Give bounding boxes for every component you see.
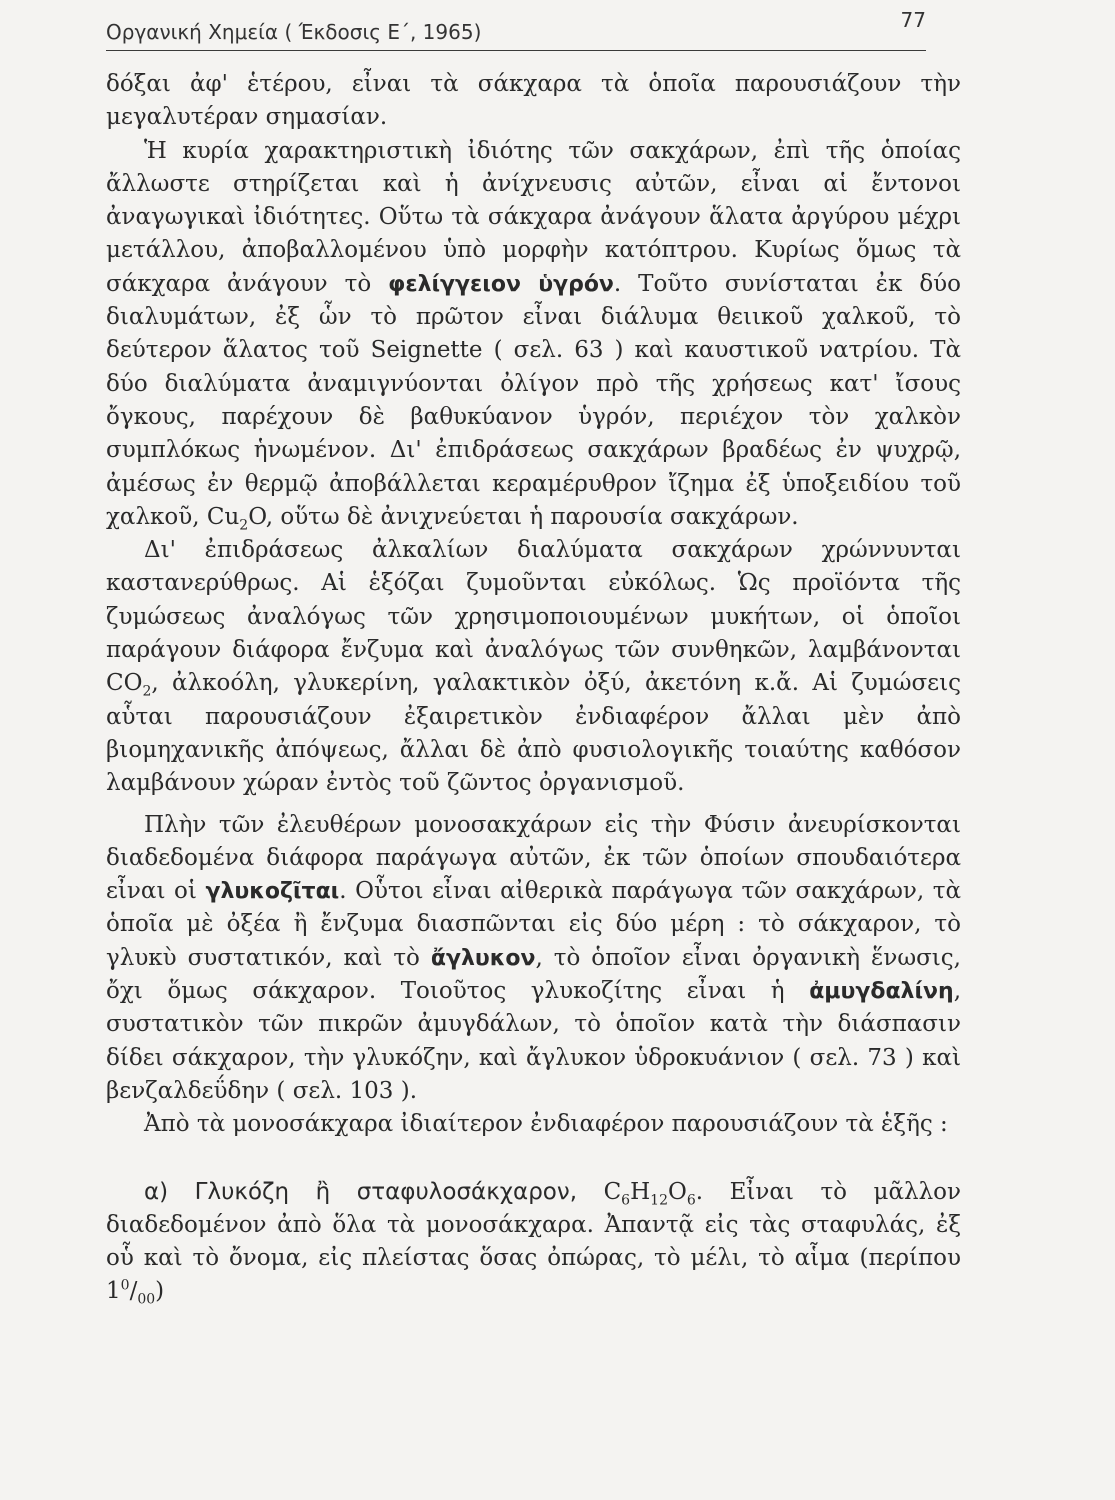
formula-c6h12o6: $C_6H_{12}O_6$ [603,1178,696,1209]
formula-co2: $CO_2$ [106,670,152,700]
glucose-heading: α) Γλυκόζη ἢ σταφυλοσάκχαρον, [144,1178,578,1205]
paragraph-glycosides: Πλὴν τῶν ἐλευθέρων μονοσακχάρων εἰς τὴν Φύσιν ἀνευρίσκονται διαδεδομένα διάφορα παράγωγα αὐτῶν, ἐκ τῶν ὁποίων σπουδαιότερα εἶναι οἱ γλυκοζῖται. Οὗτοι εἶναι αἰθερικὰ παράγωγα τῶν σακχάρων, τὰ ὁποῖα μὲ ὀξέα ἢ ἔνζυμα διασπῶνται εἰς δύο μέρη : τὸ σάκχαρον, τὸ γλυκὺ συστατικόν, καὶ τὸ ἄγλυκον, τὸ ὁποῖον εἶναι ὀργανικὴ ἕνωσις, ὄχι ὅμως σάκχαρον. Τοιοῦτος γλυκοζίτης εἶναι ἡ ἀμυγδαλίνη, συστατικὸν τῶν πικρῶν ἀμυγδάλων, τὸ ὁποῖον κατὰ τὴν διάσπασιν δίδει σάκχαρον, τὴν γλυκόζην, καὶ ἄγλυκον ὑδροκυάνιον ( σελ. 73 ) καὶ βενζαλδεΰδην ( σελ. 103 ). [106,811,962,1104]
paragraph-fermentation: Δι' ἐπιδράσεως ἀλκαλίων διαλύματα σακχάρων χρώννυνται καστανερύθρως. Αἱ ἑξόζαι ζυμοῦνται εὐκόλως. Ὡς προϊόντα τῆς ζυμώσεως ἀναλόγως τῶν χρησιμοποιουμένων μυκήτων, οἱ ὁποῖοι παράγουν διάφορα ἔνζυμα καὶ ἀναλόγως τῶν συνθηκῶν, λαμβάνονται $CO_2$, ἀλκοόλη, γλυκερίνη, γαλακτικὸν ὀξύ, ἀκετόνη κ.ἄ. Αἱ ζυμώσεις αὗται παρουσιάζουν ἐξαιρετικὸν ἐνδιαφέρον ἄλλαι μὲν ἀπὸ βιομηχανικῆς ἀπόψεως, ἄλλαι δὲ ἀπὸ φυσιολογικῆς τοιαύτης καθόσον λαμβάνουν χώραν ἐντὸς τοῦ ζῶντος ὀργανισμοῦ. [106,537,961,797]
permille-value: $1^0/_{00}$ [106,1277,156,1308]
paragraph-monosaccharides-intro: Ἀπὸ τὰ μονοσάκχαρα ἰδιαίτερον ἐνδιαφέρον παρουσιάζουν τὰ ἑξῆς : [144,1111,948,1138]
formula-cu2o: $Cu_2O$ [206,503,266,534]
page-number: 77 [900,8,926,32]
running-header [106,6,926,51]
paragraph-continued: δόξαι ἀφ' ἑτέρου, εἶναι τὰ σάκχαρα τὰ ὁποῖα παρουσιάζουν τὴν μεγαλυτέραν σημασίαν. [106,71,961,131]
paragraph-reducing-properties: Ἡ κυρία χαρακτηριστικὴ ἰδιότης τῶν σακχάρων, ἐπὶ τῆς ὁποίας ἄλλωστε στηρίζεται καὶ ἡ ἀνίχνευσις αὐτῶν, εἶναι αἱ ἔντονοι ἀναγωγικαὶ ἰδιότητες. Οὕτω τὰ σάκχαρα ἀνάγουν ἅλατα ἀργύρου μέχρι μετάλλου, ἀποβαλλομένου ὑπὸ μορφὴν κατόπτρου. Κυρίως ὅμως τὰ σάκχαρα ἀνάγουν τὸ φελίγγειον ὑγρόν. Τοῦτο συνίσταται ἐκ δύο διαλυμάτων, ἐξ ὧν τὸ πρῶτον εἶναι διάλυμα θειικοῦ χαλκοῦ, τὸ δεύτερον ἅλατος τοῦ Seignette ( σελ. 63 ) καὶ καυστικοῦ νατρίου. Τὰ δύο διαλύματα ἀναμιγνύονται ὀλίγον πρὸ τῆς χρήσεως κατ' ἴσους ὄγκους, παρέχουν δὲ βαθυκύανον ὑγρόν, περιέχον τὸν χαλκὸν συμπλόκως ἡνωμένον. Δι' ἐπιδράσεως σακχάρων βραδέως ἐν ψυχρῷ, ἀμέσως ἐν θερμῷ ἀποβάλλεται κεραμέρυθρον ἴζημα ἐξ ὑποξειδίου τοῦ χαλκοῦ, $Cu_2O$, οὕτω δὲ ἀνιχνεύεται ἡ παρουσία σακχάρων. [106,137,962,534]
body-text [106,68,961,1309]
aglycone-term: ἄγλυκον [430,945,536,971]
glycosides-term: γλυκοζῖται [205,879,340,905]
amygdalin-term: ἀμυγδαλίνη [809,979,954,1005]
book-title: Οργανική Χημεία ( Έκδοσις Ε΄, 1965) [106,20,482,44]
fehling-solution-term: φελίγγειον ὑγρόν [388,271,614,297]
paragraph-glucose: α) Γλυκόζη ἢ σταφυλοσάκχαρον, $C_6H_{12}O_6$. Εἶναι τὸ μᾶλλον διαδεδομένον ἀπὸ ὅλα τὰ μονοσάκχαρα. Ἀπαντᾷ εἰς τὰς σταφυλάς, ἐξ οὗ καὶ τὸ ὄνομα, εἰς πλείστας ὅσας ὀπώρας, τὸ μέλι, τὸ αἷμα (περίπου $1^0/_{00}$) [106,1178,961,1308]
